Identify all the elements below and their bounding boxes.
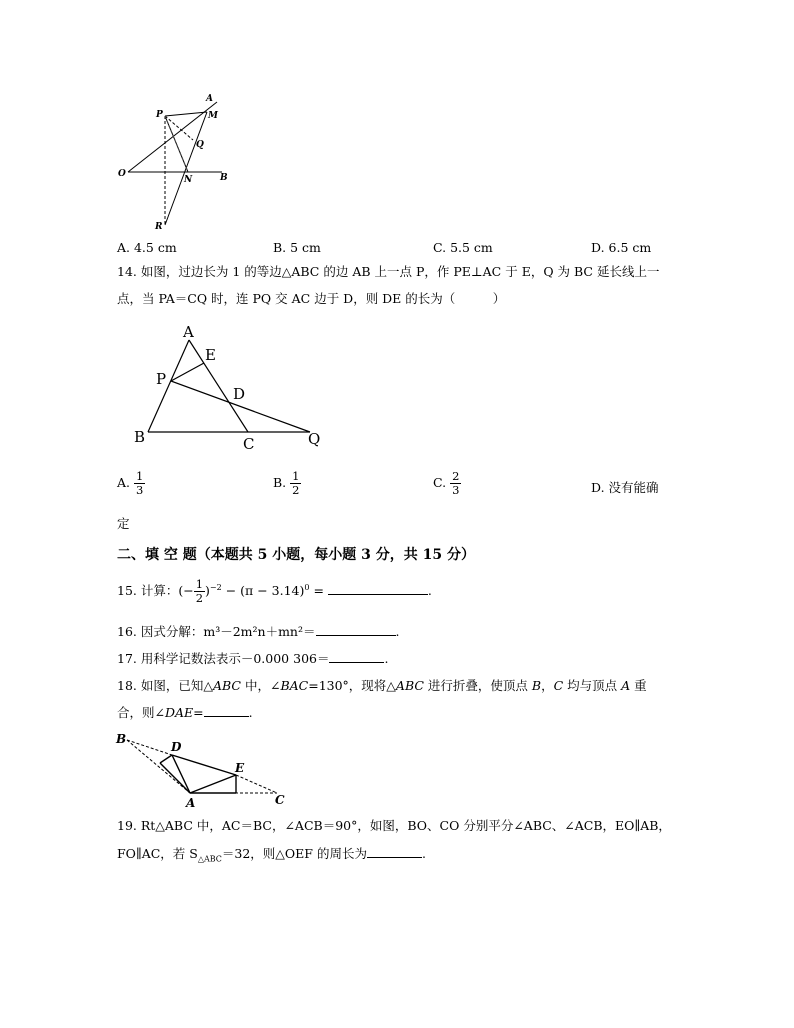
denominator: 3 [452, 483, 460, 497]
q19-answer-blank[interactable] [367, 846, 422, 858]
var: BAC [280, 678, 309, 693]
q15-fraction [194, 578, 205, 605]
q14-option-d: D. 没有能确 [591, 480, 659, 495]
q14-figure [130, 320, 330, 455]
label-c: C [275, 793, 285, 807]
fraction [134, 470, 145, 497]
text: ， [541, 678, 554, 693]
numerator: 1 [292, 469, 300, 483]
label-q: Q [196, 140, 204, 150]
var: ABC [395, 678, 424, 693]
q17-text: 17. 用科学记数法表示－0.000 306＝ [117, 651, 330, 666]
segment-ad [172, 755, 190, 793]
q13-option-c: C. 5.5 cm [433, 240, 493, 255]
q14-option-d-wrap: 定 [117, 516, 130, 531]
dashed-ec [236, 775, 277, 793]
label-o: O [118, 169, 126, 179]
label-b: B [116, 732, 127, 746]
option-letter: C. [433, 475, 447, 490]
dashed-bd [127, 740, 172, 755]
label-e: E [235, 761, 245, 775]
q14-line1: 14. 如图，过边长为 1 的等边△ABC 的边 AB 上一点 P，作 PE⊥AC 于 E，Q 为 BC 延长线上一 [117, 264, 660, 279]
var: ABC [212, 678, 241, 693]
subscript: △ABC [197, 854, 222, 864]
q13-option-d: D. 6.5 cm [591, 240, 652, 255]
text: 进行折叠，使顶点 [423, 678, 532, 693]
label-p: P [156, 110, 163, 120]
label-c: C [243, 435, 255, 453]
q17-answer-blank[interactable] [329, 651, 384, 663]
text: =130°，现将△ [308, 678, 396, 693]
label-e: E [205, 346, 216, 364]
text: . [421, 846, 426, 861]
segment-de [172, 755, 236, 775]
numerator: 1 [136, 469, 144, 483]
q18-line1 [117, 678, 647, 694]
option-letter: B. [273, 475, 287, 490]
q16-text: 16. 因式分解：m³－2m²n＋mn²＝ [117, 624, 316, 639]
q17 [117, 651, 388, 667]
text: 18. 如图，已知△ [117, 678, 213, 693]
numerator: 2 [452, 469, 460, 483]
var: A [621, 678, 631, 693]
q15-exp1: −2 [209, 582, 222, 592]
q16-answer-blank[interactable] [316, 624, 396, 636]
text: 重 [630, 678, 647, 693]
label-b: B [220, 173, 228, 183]
segment-d-fold2 [160, 763, 190, 793]
q14-option-a [117, 470, 145, 497]
q15-answer-blank[interactable] [328, 583, 428, 595]
q15-prefix: 15. 计算：(− [117, 583, 194, 598]
q16 [117, 624, 399, 640]
segment-ae [190, 775, 236, 793]
denominator: 3 [136, 483, 144, 497]
q19-line1: 19. Rt△ABC 中，AC＝BC，∠ACB＝90°，如图，BO、CO 分别平分∠ABC、∠ACB，EO∥AB， [117, 818, 671, 833]
q13-option-a: A. 4.5 cm [117, 240, 177, 255]
text: . [248, 705, 253, 720]
segment-d-fold [160, 755, 172, 763]
label-b: B [134, 428, 146, 446]
q15-mid: − (π − 3.14) [221, 583, 305, 598]
q17-end: . [384, 651, 389, 666]
text: = [193, 705, 204, 720]
q15: 15. 计算：(− $\frac{1}{2}$ )$^{-2} - (\pi - 3.14)^0$ = . [117, 577, 432, 605]
var: DAE [164, 705, 194, 720]
option-letter: A. [117, 475, 131, 490]
section2-title: 二、填 空 题（本题共 5 小题，每小题 3 分，共 15 分） [117, 547, 475, 563]
label-q: Q [308, 430, 321, 448]
q13-option-b: B. 5 cm [273, 240, 321, 255]
label-m: M [208, 111, 218, 121]
q14-option-b [273, 470, 301, 497]
label-a: A [206, 94, 213, 104]
q15-eq: = [309, 583, 328, 598]
text: 中，∠ [240, 678, 281, 693]
line-rm [165, 112, 207, 225]
denominator: 2 [195, 591, 204, 605]
fraction [290, 470, 301, 497]
text: 合，则∠ [117, 705, 165, 720]
q19-line2 [117, 846, 426, 868]
q16-end: . [395, 624, 400, 639]
label-a: A [186, 796, 196, 810]
var: C [553, 678, 564, 693]
side-ab [148, 340, 189, 432]
label-r: R [155, 222, 163, 232]
label-a: A [183, 323, 194, 341]
q14-option-c [433, 470, 461, 497]
q18-figure [112, 730, 297, 810]
text: 均与顶点 [563, 678, 622, 693]
q13-figure [110, 90, 240, 235]
segment-pe [171, 363, 204, 381]
text: ＝32，则△OEF 的周长为 [221, 846, 367, 861]
label-d: D [233, 385, 246, 403]
var: B [531, 678, 542, 693]
text: FO∥AC，若 S [117, 846, 198, 861]
label-n: N [184, 175, 193, 185]
label-d: D [171, 740, 182, 754]
q15-end: . [427, 583, 432, 598]
q18-answer-blank[interactable] [204, 705, 249, 717]
denominator: 2 [292, 483, 300, 497]
q15-exp2: 0 [304, 582, 310, 592]
label-p: P [156, 370, 167, 388]
numerator: 1 [195, 577, 204, 591]
q18-line2 [117, 705, 253, 721]
q14-line2: 点，当 PA＝CQ 时，连 PQ 交 AC 边于 D，则 DE 的长为（ ） [117, 291, 506, 306]
fraction [450, 470, 461, 497]
line-pq-dashed [165, 116, 193, 140]
